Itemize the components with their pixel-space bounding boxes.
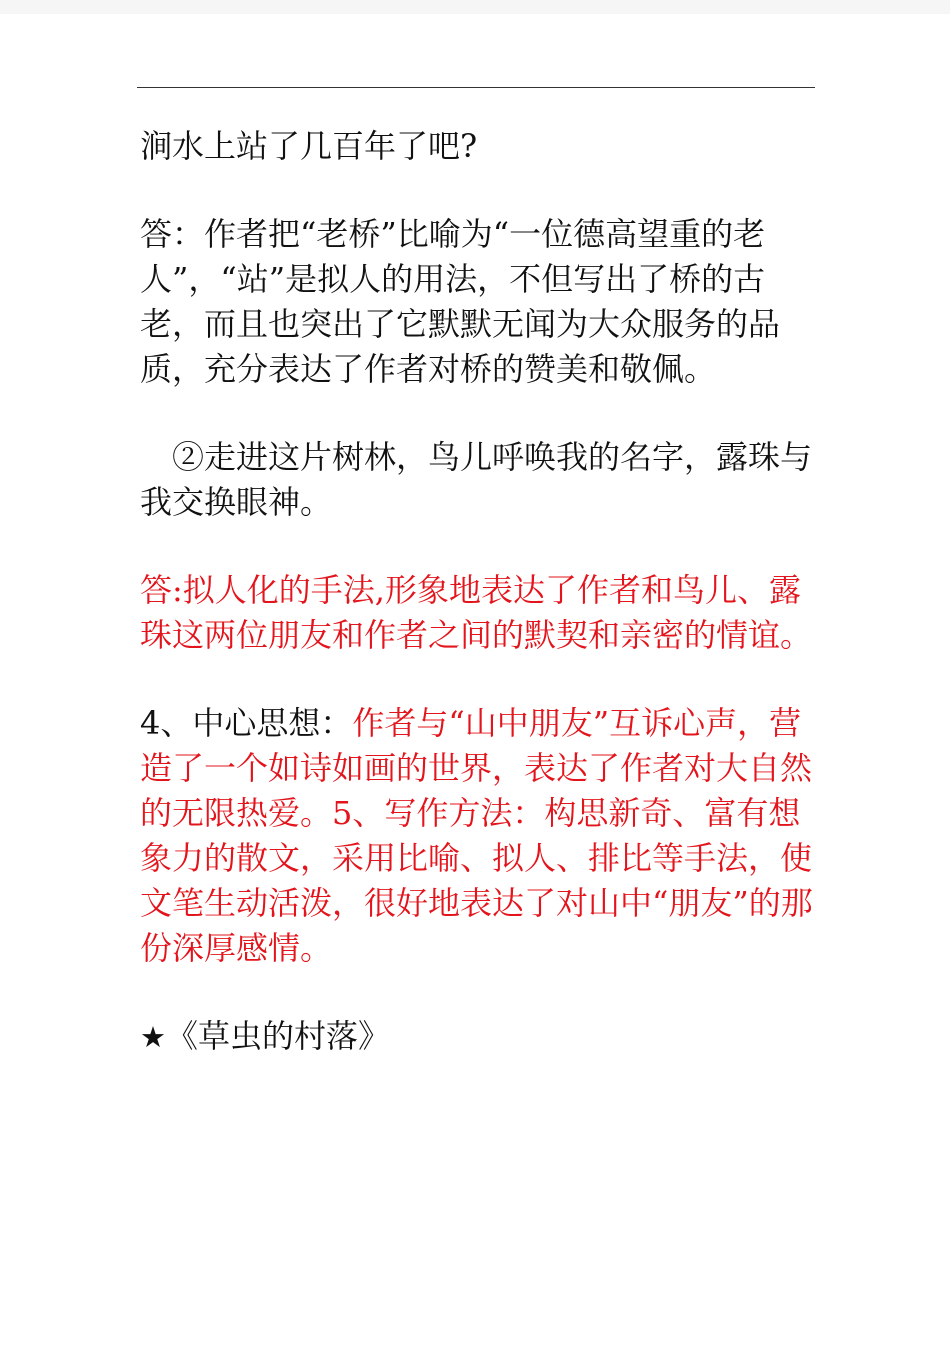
header-rule (137, 87, 815, 88)
central-idea-paragraph (140, 701, 815, 971)
document-body (140, 124, 815, 1103)
next-lesson-heading (140, 1014, 815, 1060)
question-2: ②走进这片树林，鸟儿呼唤我的名字，露珠与我交换眼神。 (140, 438, 813, 521)
lesson-title: 《草虫的村落》 (166, 1017, 391, 1055)
star-icon: ★ (140, 1020, 166, 1054)
central-idea-label: 4、中心思想： (140, 704, 353, 742)
answer-paragraph-2: 答:拟人化的手法,形象地表达了作者和鸟儿、露珠这两位朋友和作者之间的默契和亲密的情谊。 (140, 571, 813, 654)
central-idea-text: 作者与“山中朋友”互诉心声，营造了一个如诗如画的世界，表达了作者对大自然的无限热爱。5、写作方法：构思新奇、富有想象力的散文，采用比喻、拟人、排比等手法，使文笔生动活泼，很好地表达了对山中“朋友”的那份深厚感情。 (140, 704, 813, 967)
page-top-band (0, 0, 950, 14)
answer-paragraph-1: 答：作者把“老桥”比喻为“一位德高望重的老人”，“站”是拟人的用法，不但写出了桥的古老，而且也突出了它默默无闻为大众服务的品质，充分表达了作者对桥的赞美和敬佩。 (140, 215, 781, 388)
question-continuation: 涧水上站了几百年了吧? (140, 127, 478, 165)
